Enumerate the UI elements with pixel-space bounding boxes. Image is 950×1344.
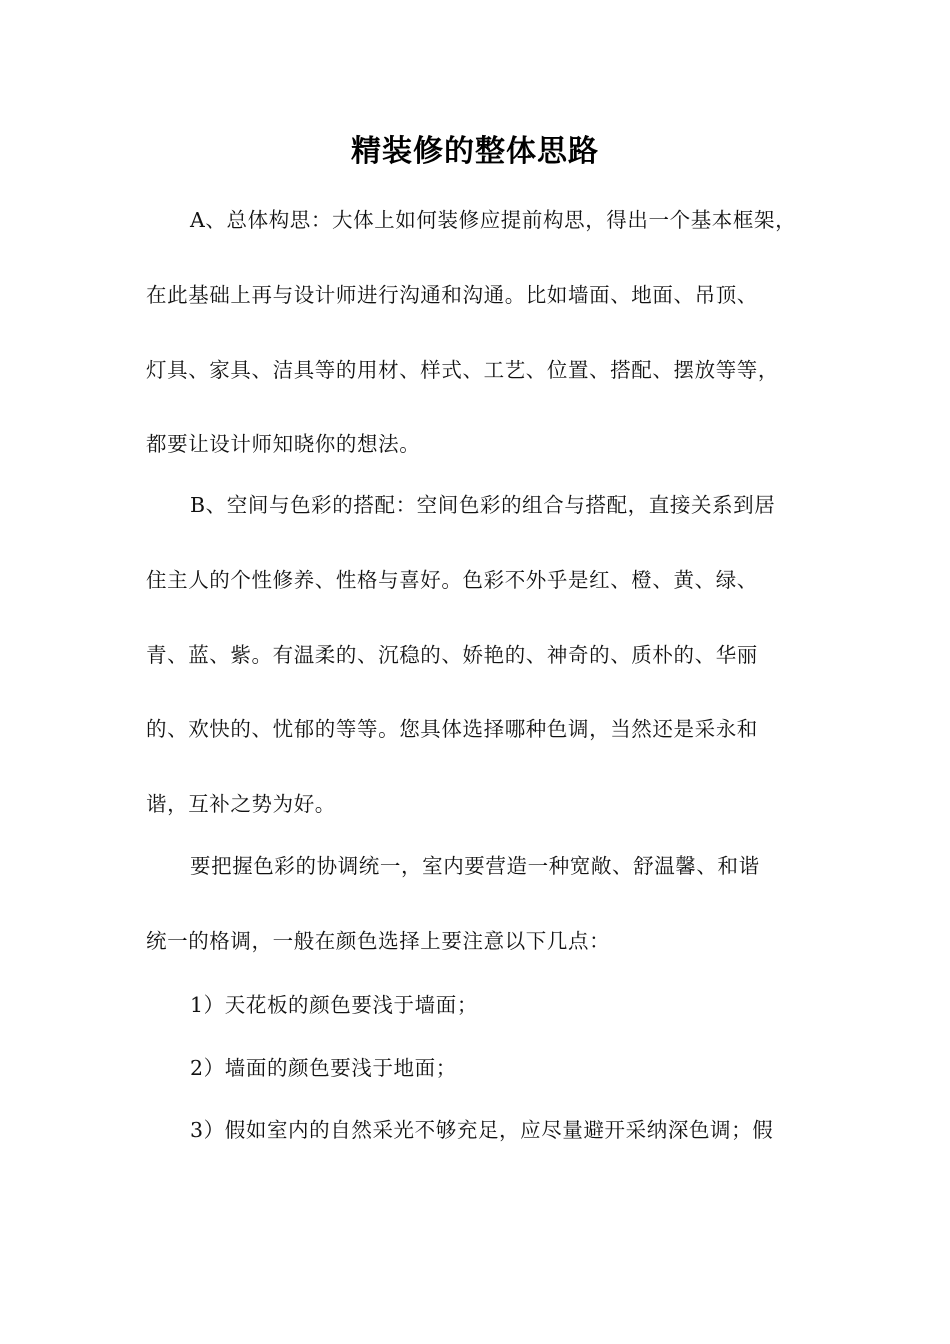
paragraph-a-line-4: 都要让设计师知晓你的想法。: [146, 432, 421, 456]
paragraph-b-line-4: 的、欢快的、忧郁的等等。您具体选择哪种色调，当然还是采永和: [146, 717, 758, 741]
list-item-1: 1）天花板的颜色要浅于墙面；: [190, 993, 478, 1017]
paragraph-a-line-2: 在此基础上再与设计师进行沟通和沟通。比如墙面、地面、吊顶、: [146, 283, 758, 307]
paragraph-c-line-2: 统一的格调，一般在颜色选择上要注意以下几点：: [146, 929, 611, 953]
document-title: 精装修的整体思路: [351, 134, 599, 169]
list-item-2: 2）墙面的颜色要浅于地面；: [190, 1056, 457, 1080]
paragraph-a-line-3: 灯具、家具、洁具等的用材、样式、工艺、位置、搭配、摆放等等，: [146, 358, 779, 382]
paragraph-c-line-1: 要把握色彩的协调统一，室内要营造一种宽敞、舒温馨、和谐: [190, 854, 760, 878]
list-item-3: 3）假如室内的自然采光不够充足，应尽量避开采纳深色调；假: [190, 1118, 774, 1142]
paragraph-b-line-2: 住主人的个性修养、性格与喜好。色彩不外乎是红、橙、黄、绿、: [146, 568, 758, 592]
paragraph-b-line-3: 青、蓝、紫。有温柔的、沉稳的、娇艳的、神奇的、质朴的、华丽: [146, 643, 758, 667]
paragraph-b-line-5: 谐，互补之势为好。: [146, 792, 336, 816]
paragraph-b-line-1: B、空间与色彩的搭配：空间色彩的组合与搭配，直接关系到居: [190, 493, 776, 517]
paragraph-a-line-1: A、总体构思：大体上如何装修应提前构思，得出一个基本框架，: [190, 208, 797, 232]
